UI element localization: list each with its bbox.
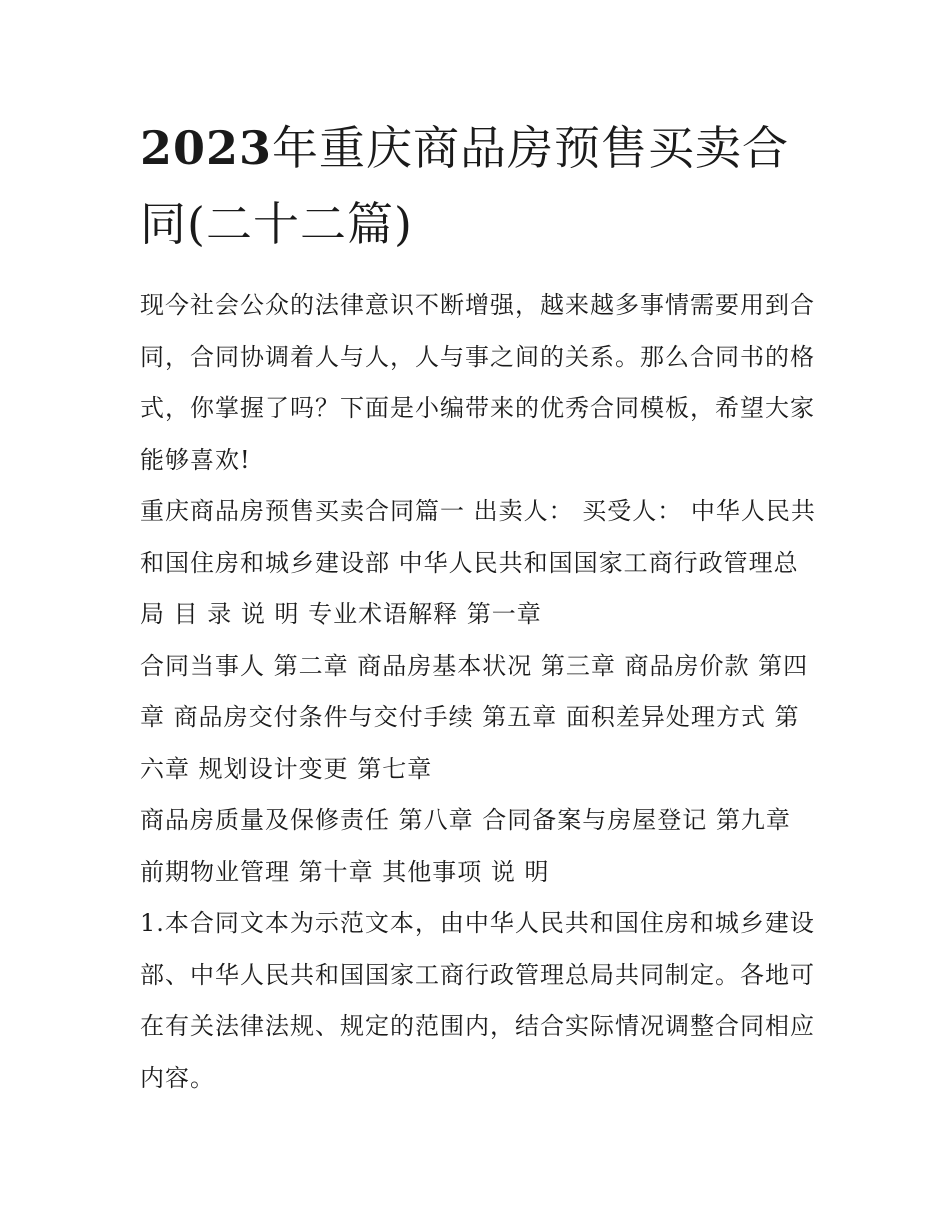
title-line-2: 同(二十二篇) [140,197,413,251]
instructions-line: 在有关法律法规、规定的范围内，结合实际情况调整合同相应 [140,1012,815,1040]
intro-line: 现今社会公众的法律意识不断增强，越来越多事情需要用到合 [140,291,815,319]
toc-paragraph-1 [140,641,820,796]
document-page [140,110,820,1104]
toc-paragraph-2 [140,795,820,898]
toc-line: 商品房质量及保修责任 第八章 合同备案与房屋登记 第九章 [140,806,791,834]
toc-line: 章 商品房交付条件与交付手续 第五章 面积差异处理方式 第 [140,703,800,731]
instructions-line: 1.本合同文本为示范文本，由中华人民共和国住房和城乡建设 [140,909,815,937]
toc-line: 前期物业管理 第十章 其他事项 说 明 [140,857,550,886]
document-title [140,110,820,262]
instructions-line: 部、中华人民共和国国家工商行政管理总局共同制定。各地可 [140,960,815,989]
instructions-paragraph [140,898,820,1104]
contract-header-line: 和国住房和城乡建设部 中华人民共和国国家工商行政管理总 [140,548,799,577]
intro-paragraph [140,280,820,486]
contract-header-line: 重庆商品房预售买卖合同篇一 出卖人： 买受人： 中华人民共 [140,497,816,525]
intro-line: 能够喜欢! [140,445,251,474]
title-year: 2023 [140,121,273,175]
instructions-line: 内容。 [140,1063,215,1092]
intro-line: 同，合同协调着人与人，人与事之间的关系。那么合同书的格 [140,342,815,371]
toc-line: 六章 规划设计变更 第七章 [140,754,433,783]
intro-line: 式，你掌握了吗？下面是小编带来的优秀合同模板，希望大家 [140,394,815,422]
contract-header-paragraph [140,486,820,641]
title-text-1: 年重庆商品房预售买卖合 [272,121,790,175]
contract-header-line: 局 目 录 说 明 专业术语解释 第一章 [140,600,542,628]
title-line-1 [140,110,820,186]
toc-line: 合同当事人 第二章 商品房基本状况 第三章 商品房价款 第四 [140,651,809,680]
